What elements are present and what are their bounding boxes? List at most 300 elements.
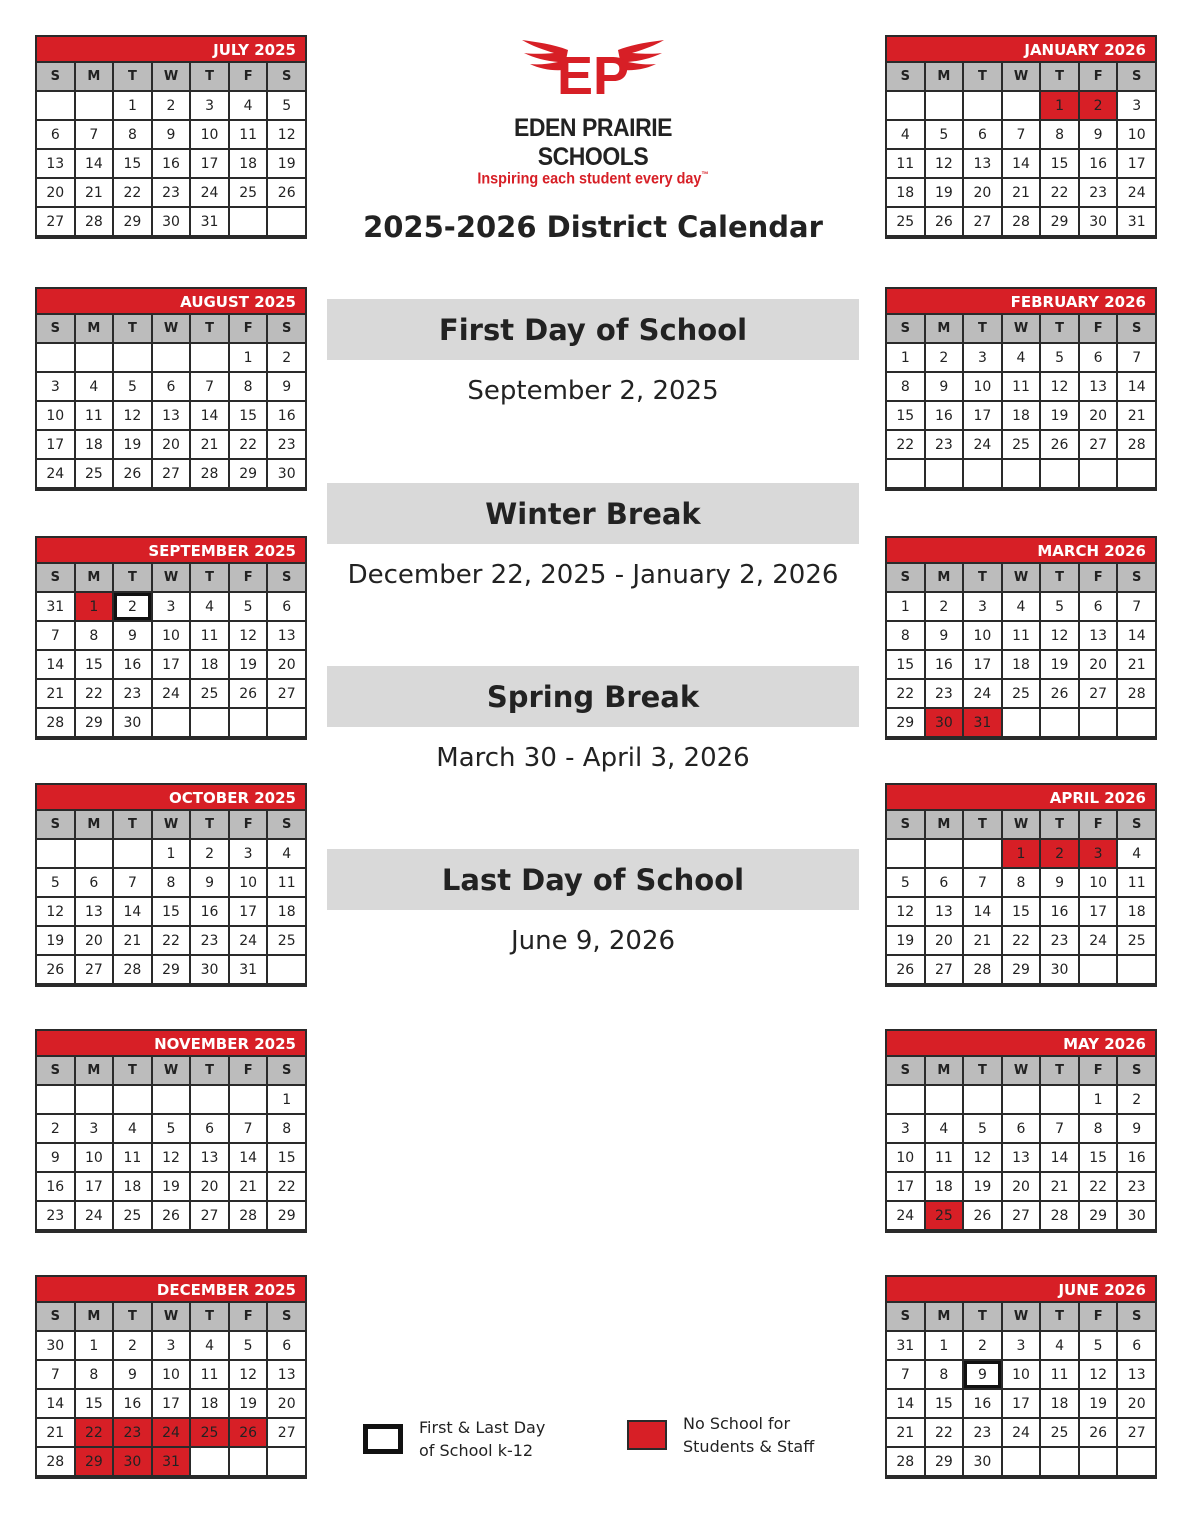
calendar-day-empty (1003, 1448, 1040, 1475)
weekday-header: F (1080, 564, 1117, 591)
calendar-day: 1 (230, 344, 267, 371)
calendar-day: 12 (230, 1361, 267, 1388)
calendar-day: 21 (887, 1419, 924, 1446)
weekday-header: M (76, 1057, 113, 1084)
calendar-day: 13 (37, 150, 74, 177)
calendar-day: 12 (268, 121, 305, 148)
calendar-day: 30 (153, 208, 190, 235)
calendar-day: 6 (964, 121, 1001, 148)
calendar-day: 17 (1118, 150, 1155, 177)
calendar-day-empty (926, 460, 963, 487)
calendar-day: 15 (1080, 1144, 1117, 1171)
calendar-day: 8 (76, 622, 113, 649)
calendar-day: 16 (191, 898, 228, 925)
calendar-day-empty (230, 709, 267, 736)
calendar-day: 21 (37, 1419, 74, 1446)
calendar-day: 7 (76, 121, 113, 148)
calendar-day: 1 (114, 92, 151, 119)
weekday-header: T (964, 1303, 1001, 1330)
calendar-day: 13 (1003, 1144, 1040, 1171)
calendar-day-empty (76, 1086, 113, 1113)
calendar-day: 16 (37, 1173, 74, 1200)
calendar-day: 24 (964, 431, 1001, 458)
weekday-header: F (1080, 63, 1117, 90)
weekday-header: S (37, 315, 74, 342)
event-date-spring-break: March 30 - April 3, 2026 (436, 743, 750, 773)
calendar-day: 5 (114, 373, 151, 400)
event-banner-first-day: First Day of School (327, 299, 859, 360)
calendar-day: 24 (1118, 179, 1155, 206)
calendar-day: 13 (1080, 373, 1117, 400)
calendar-day: 2 (926, 593, 963, 620)
calendar-grid (37, 811, 305, 983)
calendar-day: 26 (887, 956, 924, 983)
calendar-title: MARCH 2026 (887, 538, 1155, 564)
calendar-day: 14 (37, 651, 74, 678)
calendar-day: 1 (887, 593, 924, 620)
calendar-day-empty (191, 344, 228, 371)
calendar-day: 11 (114, 1144, 151, 1171)
calendar-day: 4 (926, 1115, 963, 1142)
calendar-day-empty (1003, 92, 1040, 119)
calendar-day: 17 (191, 150, 228, 177)
calendar-day: 26 (964, 1202, 1001, 1229)
calendar-grid (37, 1303, 305, 1475)
calendar-day: 10 (964, 622, 1001, 649)
calendar-day: 16 (153, 150, 190, 177)
calendar-day: 6 (268, 1332, 305, 1359)
calendar-day: 23 (153, 179, 190, 206)
calendar-day: 24 (1003, 1419, 1040, 1446)
weekday-header: S (1118, 564, 1155, 591)
weekday-header: F (230, 564, 267, 591)
calendar-day: 15 (230, 402, 267, 429)
calendar-day-empty (887, 1086, 924, 1113)
calendar-day: 30 (1118, 1202, 1155, 1229)
weekday-header: S (37, 811, 74, 838)
calendar-day: 8 (1041, 121, 1078, 148)
calendar-day-empty (191, 1086, 228, 1113)
calendar-day: 5 (37, 869, 74, 896)
calendar-day: 19 (37, 927, 74, 954)
calendar-day: 21 (191, 431, 228, 458)
calendar-day-empty (230, 208, 267, 235)
calendar-day-empty (1041, 1448, 1078, 1475)
calendar-day: 21 (1118, 651, 1155, 678)
calendar-day: 1 (887, 344, 924, 371)
calendar-day-empty (1003, 460, 1040, 487)
weekday-header: T (114, 315, 151, 342)
calendar-day: 10 (964, 373, 1001, 400)
weekday-header: M (926, 1303, 963, 1330)
calendar-day: 8 (153, 869, 190, 896)
calendar-august-2025 (35, 287, 307, 491)
calendar-title: SEPTEMBER 2025 (37, 538, 305, 564)
calendar-day: 25 (114, 1202, 151, 1229)
event-date-winter-break: December 22, 2025 - January 2, 2026 (347, 560, 839, 590)
calendar-may-2026 (885, 1029, 1157, 1233)
calendar-day: 15 (268, 1144, 305, 1171)
calendar-day: 28 (191, 460, 228, 487)
calendar-day: 23 (268, 431, 305, 458)
calendar-day: 27 (268, 680, 305, 707)
calendar-day-empty (153, 344, 190, 371)
weekday-header: T (191, 315, 228, 342)
calendar-title: NOVEMBER 2025 (37, 1031, 305, 1057)
calendar-day: 3 (964, 593, 1001, 620)
tagline: Inspiring each student every day™ (477, 170, 709, 188)
calendar-day: 22 (153, 927, 190, 954)
calendar-day: 16 (926, 651, 963, 678)
calendar-day: 3 (964, 344, 1001, 371)
calendar-day: 20 (37, 179, 74, 206)
calendar-day: 19 (926, 179, 963, 206)
calendar-day: 31 (37, 593, 74, 620)
calendar-day: 26 (1041, 680, 1078, 707)
calendar-day: 22 (114, 179, 151, 206)
calendar-day: 27 (191, 1202, 228, 1229)
calendar-day: 18 (887, 179, 924, 206)
calendar-day: 26 (1080, 1419, 1117, 1446)
calendar-november-2025 (35, 1029, 307, 1233)
weekday-header: M (926, 1057, 963, 1084)
calendar-day: 31 (887, 1332, 924, 1359)
calendar-grid (37, 564, 305, 736)
weekday-header: T (191, 811, 228, 838)
calendar-day: 18 (1041, 1390, 1078, 1417)
calendar-day: 13 (268, 1361, 305, 1388)
calendar-title: JUNE 2026 (887, 1277, 1155, 1303)
calendar-day: 8 (1003, 869, 1040, 896)
weekday-header: W (153, 564, 190, 591)
calendar-day: 30 (191, 956, 228, 983)
calendar-day: 14 (1118, 622, 1155, 649)
calendar-day: 9 (926, 373, 963, 400)
calendar-day: 15 (153, 898, 190, 925)
calendar-day: 19 (1041, 402, 1078, 429)
calendar-day: 4 (268, 840, 305, 867)
calendar-day: 10 (153, 622, 190, 649)
calendar-day-empty (1118, 709, 1155, 736)
weekday-header: T (114, 1057, 151, 1084)
calendar-day: 12 (114, 402, 151, 429)
weekday-header: S (1118, 811, 1155, 838)
calendar-day: 30 (1080, 208, 1117, 235)
calendar-day: 9 (153, 121, 190, 148)
weekday-header: T (1041, 315, 1078, 342)
calendar-day: 2 (114, 1332, 151, 1359)
calendar-day: 20 (191, 1173, 228, 1200)
event-banner-winter-break: Winter Break (327, 483, 859, 544)
weekday-header: S (887, 1057, 924, 1084)
calendar-day: 22 (1080, 1173, 1117, 1200)
weekday-header: W (153, 63, 190, 90)
calendar-day-empty (114, 1086, 151, 1113)
calendar-day: 9 (268, 373, 305, 400)
calendar-day: 24 (1080, 927, 1117, 954)
calendar-day: 21 (1041, 1173, 1078, 1200)
calendar-day: 22 (230, 431, 267, 458)
calendar-day: 7 (964, 869, 1001, 896)
calendar-day-empty (268, 709, 305, 736)
calendar-title: APRIL 2026 (887, 785, 1155, 811)
calendar-day: 29 (76, 1448, 113, 1475)
calendar-day: 3 (191, 92, 228, 119)
weekday-header: F (230, 1303, 267, 1330)
calendar-day: 6 (37, 121, 74, 148)
calendar-day: 5 (268, 92, 305, 119)
calendar-december-2025 (35, 1275, 307, 1479)
calendar-day: 10 (191, 121, 228, 148)
calendar-day: 26 (37, 956, 74, 983)
calendar-day: 23 (1080, 179, 1117, 206)
calendar-day: 25 (268, 927, 305, 954)
calendar-day: 15 (76, 651, 113, 678)
calendar-day: 3 (1003, 1332, 1040, 1359)
calendar-day: 3 (887, 1115, 924, 1142)
calendar-day: 1 (1003, 840, 1040, 867)
calendar-day: 17 (1080, 898, 1117, 925)
calendar-day: 28 (230, 1202, 267, 1229)
calendar-day-empty (114, 344, 151, 371)
calendar-day: 7 (114, 869, 151, 896)
weekday-header: W (153, 315, 190, 342)
calendar-day: 2 (1041, 840, 1078, 867)
weekday-header: S (887, 315, 924, 342)
calendar-day: 29 (1080, 1202, 1117, 1229)
weekday-header: S (268, 315, 305, 342)
weekday-header: T (964, 564, 1001, 591)
calendar-day: 14 (887, 1390, 924, 1417)
calendar-day: 29 (926, 1448, 963, 1475)
weekday-header: F (230, 63, 267, 90)
event-banner-spring-break: Spring Break (327, 666, 859, 727)
calendar-day: 25 (191, 1419, 228, 1446)
weekday-header: S (37, 63, 74, 90)
calendar-day: 23 (37, 1202, 74, 1229)
calendar-day: 20 (153, 431, 190, 458)
calendar-day: 8 (114, 121, 151, 148)
calendar-day: 23 (926, 680, 963, 707)
calendar-day-empty (926, 1086, 963, 1113)
calendar-day: 17 (37, 431, 74, 458)
calendar-day: 12 (1080, 1361, 1117, 1388)
calendar-day: 16 (964, 1390, 1001, 1417)
calendar-day: 28 (37, 1448, 74, 1475)
calendar-day: 14 (76, 150, 113, 177)
weekday-header: W (1003, 315, 1040, 342)
weekday-header: W (1003, 811, 1040, 838)
calendar-grid (37, 63, 305, 235)
calendar-day: 30 (926, 709, 963, 736)
calendar-day: 17 (964, 651, 1001, 678)
calendar-day: 4 (1003, 344, 1040, 371)
calendar-day: 11 (191, 622, 228, 649)
calendar-day: 26 (1041, 431, 1078, 458)
calendar-day: 9 (964, 1361, 1001, 1388)
calendar-day: 24 (37, 460, 74, 487)
calendar-day: 19 (1041, 651, 1078, 678)
event-date-first-day: September 2, 2025 (467, 376, 719, 406)
calendar-day: 12 (1041, 622, 1078, 649)
weekday-header: S (1118, 1303, 1155, 1330)
calendar-day: 28 (1118, 680, 1155, 707)
weekday-header: T (114, 811, 151, 838)
calendar-day: 20 (1080, 402, 1117, 429)
calendar-day-empty (964, 840, 1001, 867)
calendar-day: 6 (191, 1115, 228, 1142)
calendar-day: 29 (230, 460, 267, 487)
weekday-header: M (926, 63, 963, 90)
weekday-header: S (268, 1057, 305, 1084)
calendar-day: 22 (76, 1419, 113, 1446)
calendar-day: 31 (191, 208, 228, 235)
trademark-mark: ™ (701, 170, 709, 179)
calendar-day: 17 (153, 1390, 190, 1417)
calendar-day: 28 (887, 1448, 924, 1475)
legend-no-school-swatch (627, 1420, 667, 1450)
calendar-day: 30 (964, 1448, 1001, 1475)
calendar-day: 4 (191, 1332, 228, 1359)
calendar-day: 11 (1003, 622, 1040, 649)
calendar-day: 5 (1041, 593, 1078, 620)
calendar-day-empty (964, 460, 1001, 487)
calendar-day: 6 (1118, 1332, 1155, 1359)
calendar-day: 9 (1041, 869, 1078, 896)
calendar-day: 11 (1041, 1361, 1078, 1388)
calendar-day-empty (964, 1086, 1001, 1113)
calendar-day: 26 (114, 460, 151, 487)
weekday-header: T (114, 1303, 151, 1330)
calendar-day: 25 (1003, 680, 1040, 707)
weekday-header: S (268, 63, 305, 90)
calendar-day: 27 (926, 956, 963, 983)
calendar-day: 1 (926, 1332, 963, 1359)
calendar-grid (887, 63, 1155, 235)
weekday-header: S (887, 811, 924, 838)
calendar-day: 19 (964, 1173, 1001, 1200)
calendar-day: 6 (1080, 344, 1117, 371)
calendar-day: 30 (37, 1332, 74, 1359)
weekday-header: S (37, 1057, 74, 1084)
calendar-day: 12 (926, 150, 963, 177)
weekday-header: M (926, 811, 963, 838)
calendar-february-2026 (885, 287, 1157, 491)
calendar-day-empty (153, 709, 190, 736)
calendar-day: 19 (230, 1390, 267, 1417)
calendar-day: 29 (153, 956, 190, 983)
calendar-day: 12 (1041, 373, 1078, 400)
calendar-day: 2 (191, 840, 228, 867)
calendar-day: 1 (268, 1086, 305, 1113)
weekday-header: T (1041, 811, 1078, 838)
calendar-day: 8 (887, 373, 924, 400)
calendar-day: 29 (114, 208, 151, 235)
weekday-header: T (1041, 63, 1078, 90)
weekday-header: T (964, 315, 1001, 342)
calendar-day: 17 (153, 651, 190, 678)
calendar-day: 28 (1041, 1202, 1078, 1229)
calendar-day: 14 (1041, 1144, 1078, 1171)
calendar-day: 27 (1003, 1202, 1040, 1229)
calendar-title: MAY 2026 (887, 1031, 1155, 1057)
calendar-day: 4 (114, 1115, 151, 1142)
calendar-day: 9 (926, 622, 963, 649)
calendar-day: 16 (114, 1390, 151, 1417)
weekday-header: T (1041, 564, 1078, 591)
calendar-day: 10 (37, 402, 74, 429)
calendar-day: 17 (230, 898, 267, 925)
calendar-day: 22 (926, 1419, 963, 1446)
weekday-header: W (153, 1057, 190, 1084)
calendar-march-2026 (885, 536, 1157, 740)
calendar-day: 16 (268, 402, 305, 429)
calendar-day: 25 (926, 1202, 963, 1229)
calendar-day: 22 (1041, 179, 1078, 206)
calendar-day: 8 (887, 622, 924, 649)
calendar-day: 13 (153, 402, 190, 429)
calendar-day-empty (887, 840, 924, 867)
calendar-day: 21 (76, 179, 113, 206)
calendar-day: 6 (153, 373, 190, 400)
calendar-day: 7 (1003, 121, 1040, 148)
calendar-day: 22 (887, 431, 924, 458)
calendar-day: 13 (1118, 1361, 1155, 1388)
calendar-day: 2 (964, 1332, 1001, 1359)
calendar-day: 11 (1118, 869, 1155, 896)
weekday-header: T (114, 63, 151, 90)
calendar-day: 28 (37, 709, 74, 736)
calendar-day: 11 (230, 121, 267, 148)
calendar-day: 11 (268, 869, 305, 896)
calendar-day: 11 (191, 1361, 228, 1388)
calendar-day: 8 (76, 1361, 113, 1388)
calendar-day: 28 (964, 956, 1001, 983)
legend-first-last-label: First & Last Day of School k-12 (419, 1418, 546, 1460)
calendar-day: 11 (926, 1144, 963, 1171)
calendar-day: 11 (887, 150, 924, 177)
calendar-day: 2 (1118, 1086, 1155, 1113)
calendar-day: 10 (1118, 121, 1155, 148)
calendar-day: 11 (76, 402, 113, 429)
calendar-day: 21 (1003, 179, 1040, 206)
calendar-day: 18 (926, 1173, 963, 1200)
calendar-day: 1 (76, 593, 113, 620)
calendar-october-2025 (35, 783, 307, 987)
calendar-day: 2 (153, 92, 190, 119)
calendar-day: 28 (1003, 208, 1040, 235)
calendar-day: 8 (926, 1361, 963, 1388)
calendar-day: 3 (153, 1332, 190, 1359)
calendar-day: 17 (1003, 1390, 1040, 1417)
calendar-day-empty (114, 840, 151, 867)
calendar-day: 18 (191, 651, 228, 678)
calendar-day-empty (191, 1448, 228, 1475)
calendar-day: 12 (230, 622, 267, 649)
calendar-day: 3 (76, 1115, 113, 1142)
calendar-day: 9 (114, 1361, 151, 1388)
calendar-day: 25 (1003, 431, 1040, 458)
calendar-day-empty (1080, 709, 1117, 736)
calendar-day: 4 (1041, 1332, 1078, 1359)
calendar-day: 27 (153, 460, 190, 487)
calendar-day: 21 (230, 1173, 267, 1200)
calendar-day: 4 (191, 593, 228, 620)
calendar-day: 21 (114, 927, 151, 954)
calendar-day: 23 (114, 1419, 151, 1446)
calendar-day: 12 (37, 898, 74, 925)
calendar-day: 8 (1080, 1115, 1117, 1142)
